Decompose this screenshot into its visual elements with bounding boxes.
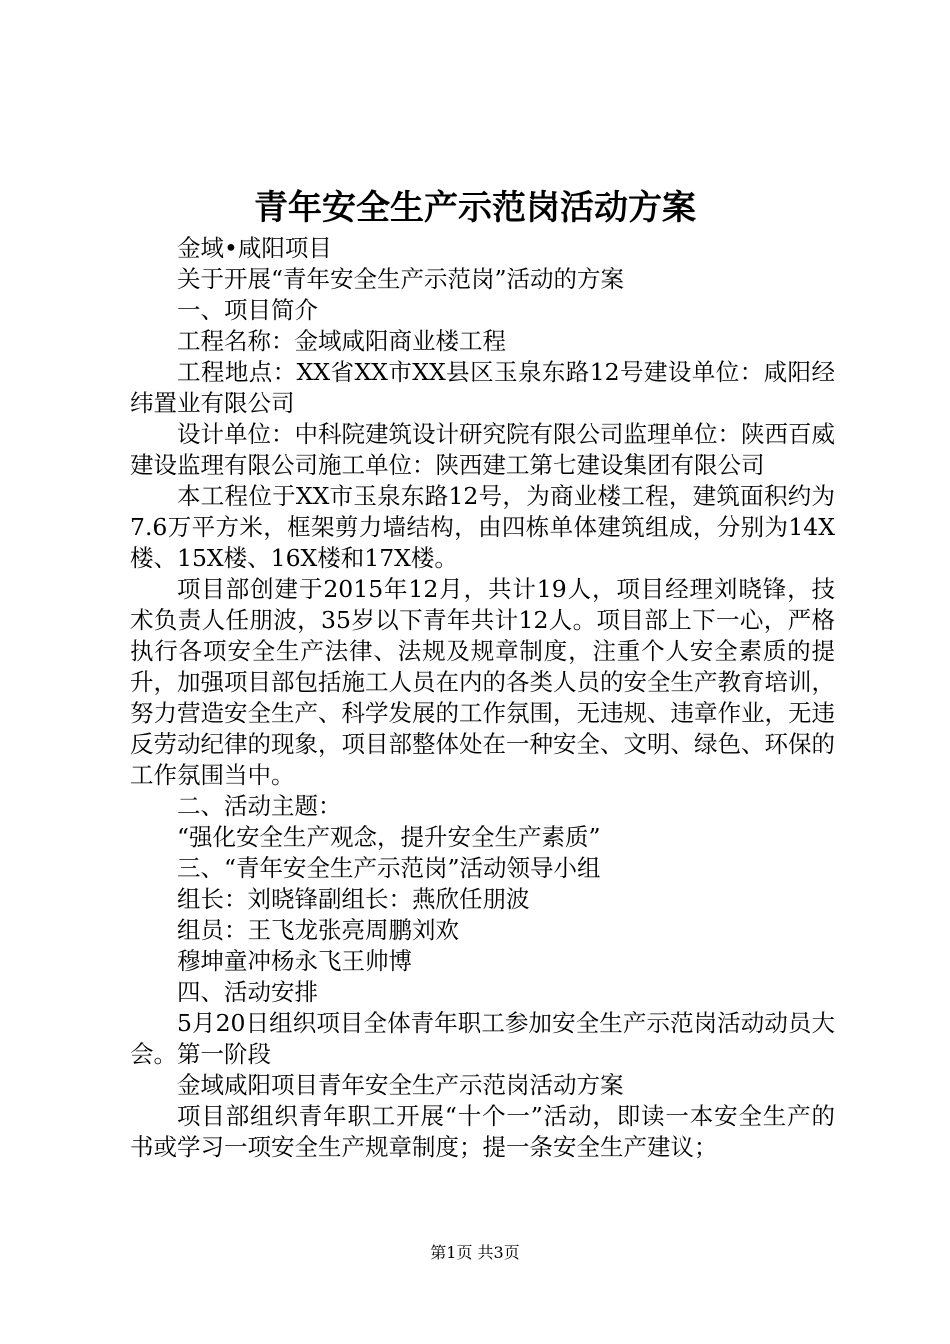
document-title: 青年安全生产示范岗活动方案	[254, 188, 696, 228]
section-heading-theme: 二、活动主题：	[177, 792, 342, 820]
paragraph-plan-heading: 关于开展“青年安全生产示范岗”活动的方案	[177, 265, 625, 293]
paragraph-plan-subtitle: 金域咸阳项目青年安全生产示范岗活动方案	[177, 1071, 624, 1099]
paragraph-project-name: 金域•咸阳项目	[177, 234, 332, 262]
paragraph-members-continued: 穆坤童冲杨永飞王帅博	[177, 947, 412, 975]
paragraph-engineering-location: 工程地点：XX省XX市XX县区玉泉东路12号建设单位：咸阳经纬置业有限公司	[130, 358, 835, 417]
paragraph-leaders: 组长：刘晓锋副组长：燕欣任朋波	[177, 885, 530, 913]
paragraph-project-team: 项目部创建于2015年12月，共计19人，项目经理刘晓锋，技术负责人任朋波，35岁以下青年共计12人。项目部上下一心，严格执行各项安全生产法律、法规及规章制度，注重个人安全素质的提升，加强项目部包括施工人员在内的各类人员的安全生产教育培训，努力营造安全生产、科学发展的工作氛围，无违规、违章作业，无违反劳动纪律的现象，项目部整体处在一种安全、文明、绿色、环保的工作氛围当中。	[130, 575, 835, 789]
paragraph-theme: “强化安全生产观念，提升安全生产素质”	[177, 823, 601, 851]
section-heading-schedule: 四、活动安排	[177, 978, 318, 1006]
paragraph-members: 组员：王飞龙张亮周鹏刘欢	[177, 916, 459, 944]
paragraph-engineering-name: 工程名称：金域咸阳商业楼工程	[177, 327, 506, 355]
paragraph-design-unit: 设计单位：中科院建筑设计研究院有限公司监理单位：陕西百威建设监理有限公司施工单位：陕西建工第七建设集团有限公司	[130, 420, 835, 479]
section-heading-leadership: 三、“青年安全生产示范岗”活动领导小组	[177, 854, 601, 882]
document-body	[130, 233, 835, 1163]
paragraph-ten-ones-activity: 项目部组织青年职工开展“十个一”活动，即读一本安全生产的书或学习一项安全生产规章制度；提一条安全生产建议；	[130, 1102, 835, 1161]
section-heading-project-intro: 一、项目简介	[177, 296, 318, 324]
page-footer: 第1页 共3页	[430, 1243, 520, 1262]
paragraph-schedule-kickoff: 5月20日组织项目全体青年职工参加安全生产示范岗活动动员大会。第一阶段	[130, 1009, 835, 1068]
paragraph-project-overview: 本工程位于XX市玉泉东路12号，为商业楼工程，建筑面积约为7.6万平方米，框架剪力墙结构，由四栋单体建筑组成，分别为14X楼、15X楼、16X楼和17X楼。	[130, 482, 835, 572]
